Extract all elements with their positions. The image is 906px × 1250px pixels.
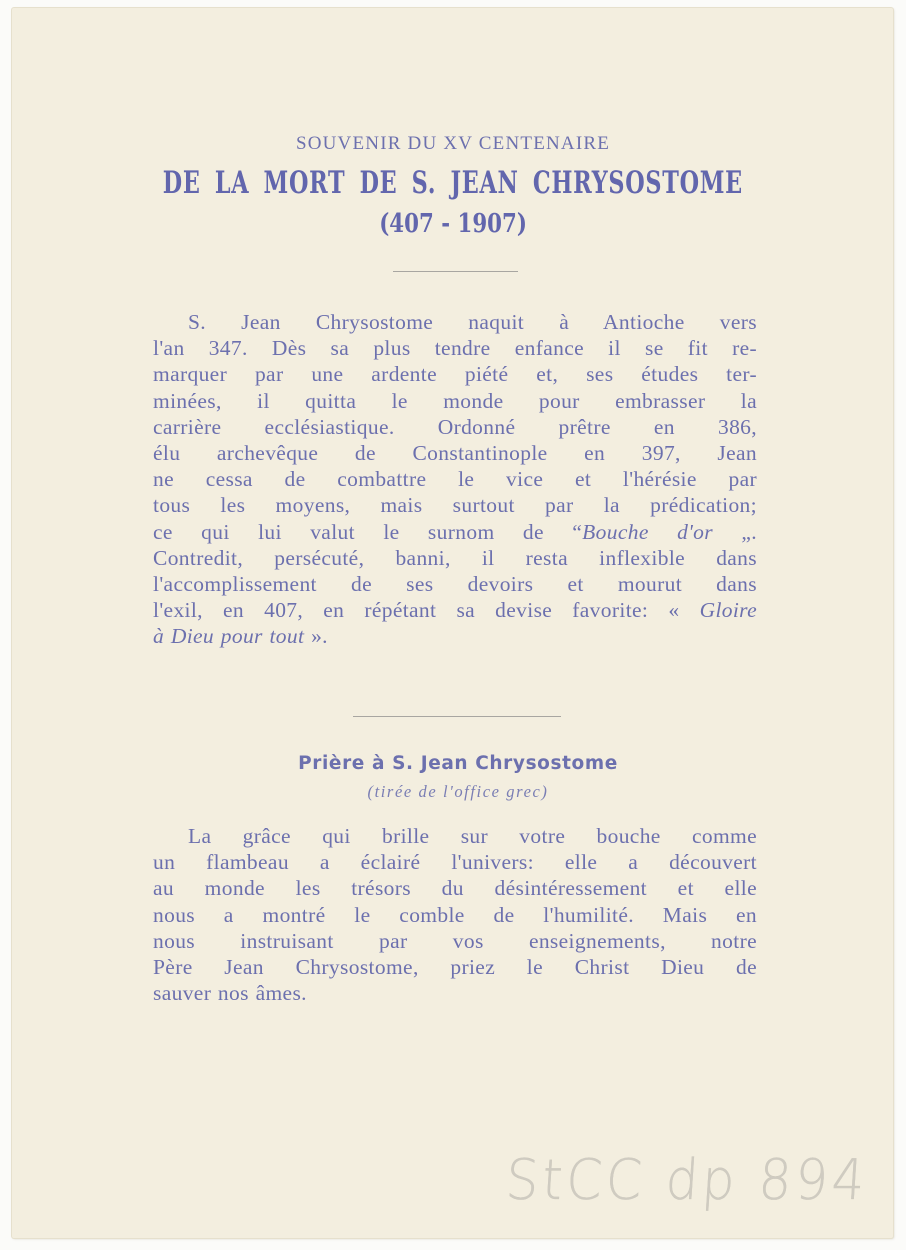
archive-mark-collection: StCC <box>503 1148 648 1213</box>
archive-mark-number: 894 <box>756 1148 871 1213</box>
biography-line: tous les moyens, mais surtout par la prédication; <box>153 493 757 518</box>
biography-line-text: ce qui lui valut le surnom de “ <box>153 519 583 544</box>
biography-line: l'an 347. Dès sa plus tendre enfance il se fit re- <box>153 336 757 361</box>
date-range <box>0 209 906 239</box>
main-headline <box>0 165 906 201</box>
pencil-archive-mark <box>504 1148 891 1213</box>
motto-part1: Gloire <box>699 598 757 623</box>
kicker-heading: SOUVENIR DU XV CENTENAIRE <box>295 133 611 154</box>
prayer-line: nous instruisant par vos enseignements, notre <box>153 928 757 953</box>
date-range-text: (407 - 1907) <box>379 209 527 239</box>
prayer-line: Père Jean Chrysostome, priez le Christ Dieu de <box>153 955 757 980</box>
biography-line: Contredit, persécuté, banni, il resta inflexible dans <box>153 545 757 570</box>
prayer-line: un flambeau a éclairé l'univers: elle a découvert <box>153 850 757 875</box>
biography-line: carrière ecclésiastique. Ordonné prêtre en 386, <box>153 414 757 439</box>
prayer-line: La grâce qui brille sur votre bouche comme <box>188 824 757 848</box>
biography-line: S. Jean Chrysostome naquit à Antioche vers <box>188 310 757 334</box>
divider-top <box>393 271 518 272</box>
archive-mark-series: dp <box>663 1148 741 1213</box>
biography-line-nickname <box>153 519 757 545</box>
prayer-line: au monde les trésors du désintéressement et elle <box>153 876 757 901</box>
motto-close-quote: ». <box>304 624 328 649</box>
biography-line: marquer par une ardente piété et, ses études ter- <box>153 362 757 387</box>
biography-line-text: l'exil, en 407, en répétant sa devise favorite: « <box>153 598 700 623</box>
biography-line: ne cessa de combattre le vice et l'hérésie par <box>153 467 757 492</box>
biography-paragraph <box>153 309 757 650</box>
motto-part2: à Dieu pour tout <box>153 624 305 649</box>
biography-line: l'accomplissement de ses devoirs et mourut dans <box>153 572 757 597</box>
prayer-title: Prière à S. Jean Chrysostome <box>298 753 618 774</box>
biography-line: minées, il quitta le monde pour embrasser la <box>153 388 757 413</box>
prayer-line-last: sauver nos âmes. <box>153 981 307 1006</box>
biography-line-motto <box>153 597 757 623</box>
prayer-line: nous a montré le comble de l'humilité. Mais en <box>153 902 757 927</box>
biography-line-last <box>153 623 757 649</box>
prayer-subtitle: (tirée de l'office grec) <box>367 782 549 801</box>
divider-middle <box>353 716 561 717</box>
prayer-paragraph <box>153 823 757 1006</box>
biography-line: élu archevêque de Constantinople en 397, Jean <box>153 441 757 466</box>
nickname-close-quote: „. <box>713 519 757 544</box>
nickname-bouche-dor: Bouche d'or <box>582 519 713 544</box>
main-headline-text: DE LA MORT DE S. JEAN CHRYSOSTOME <box>162 165 744 201</box>
